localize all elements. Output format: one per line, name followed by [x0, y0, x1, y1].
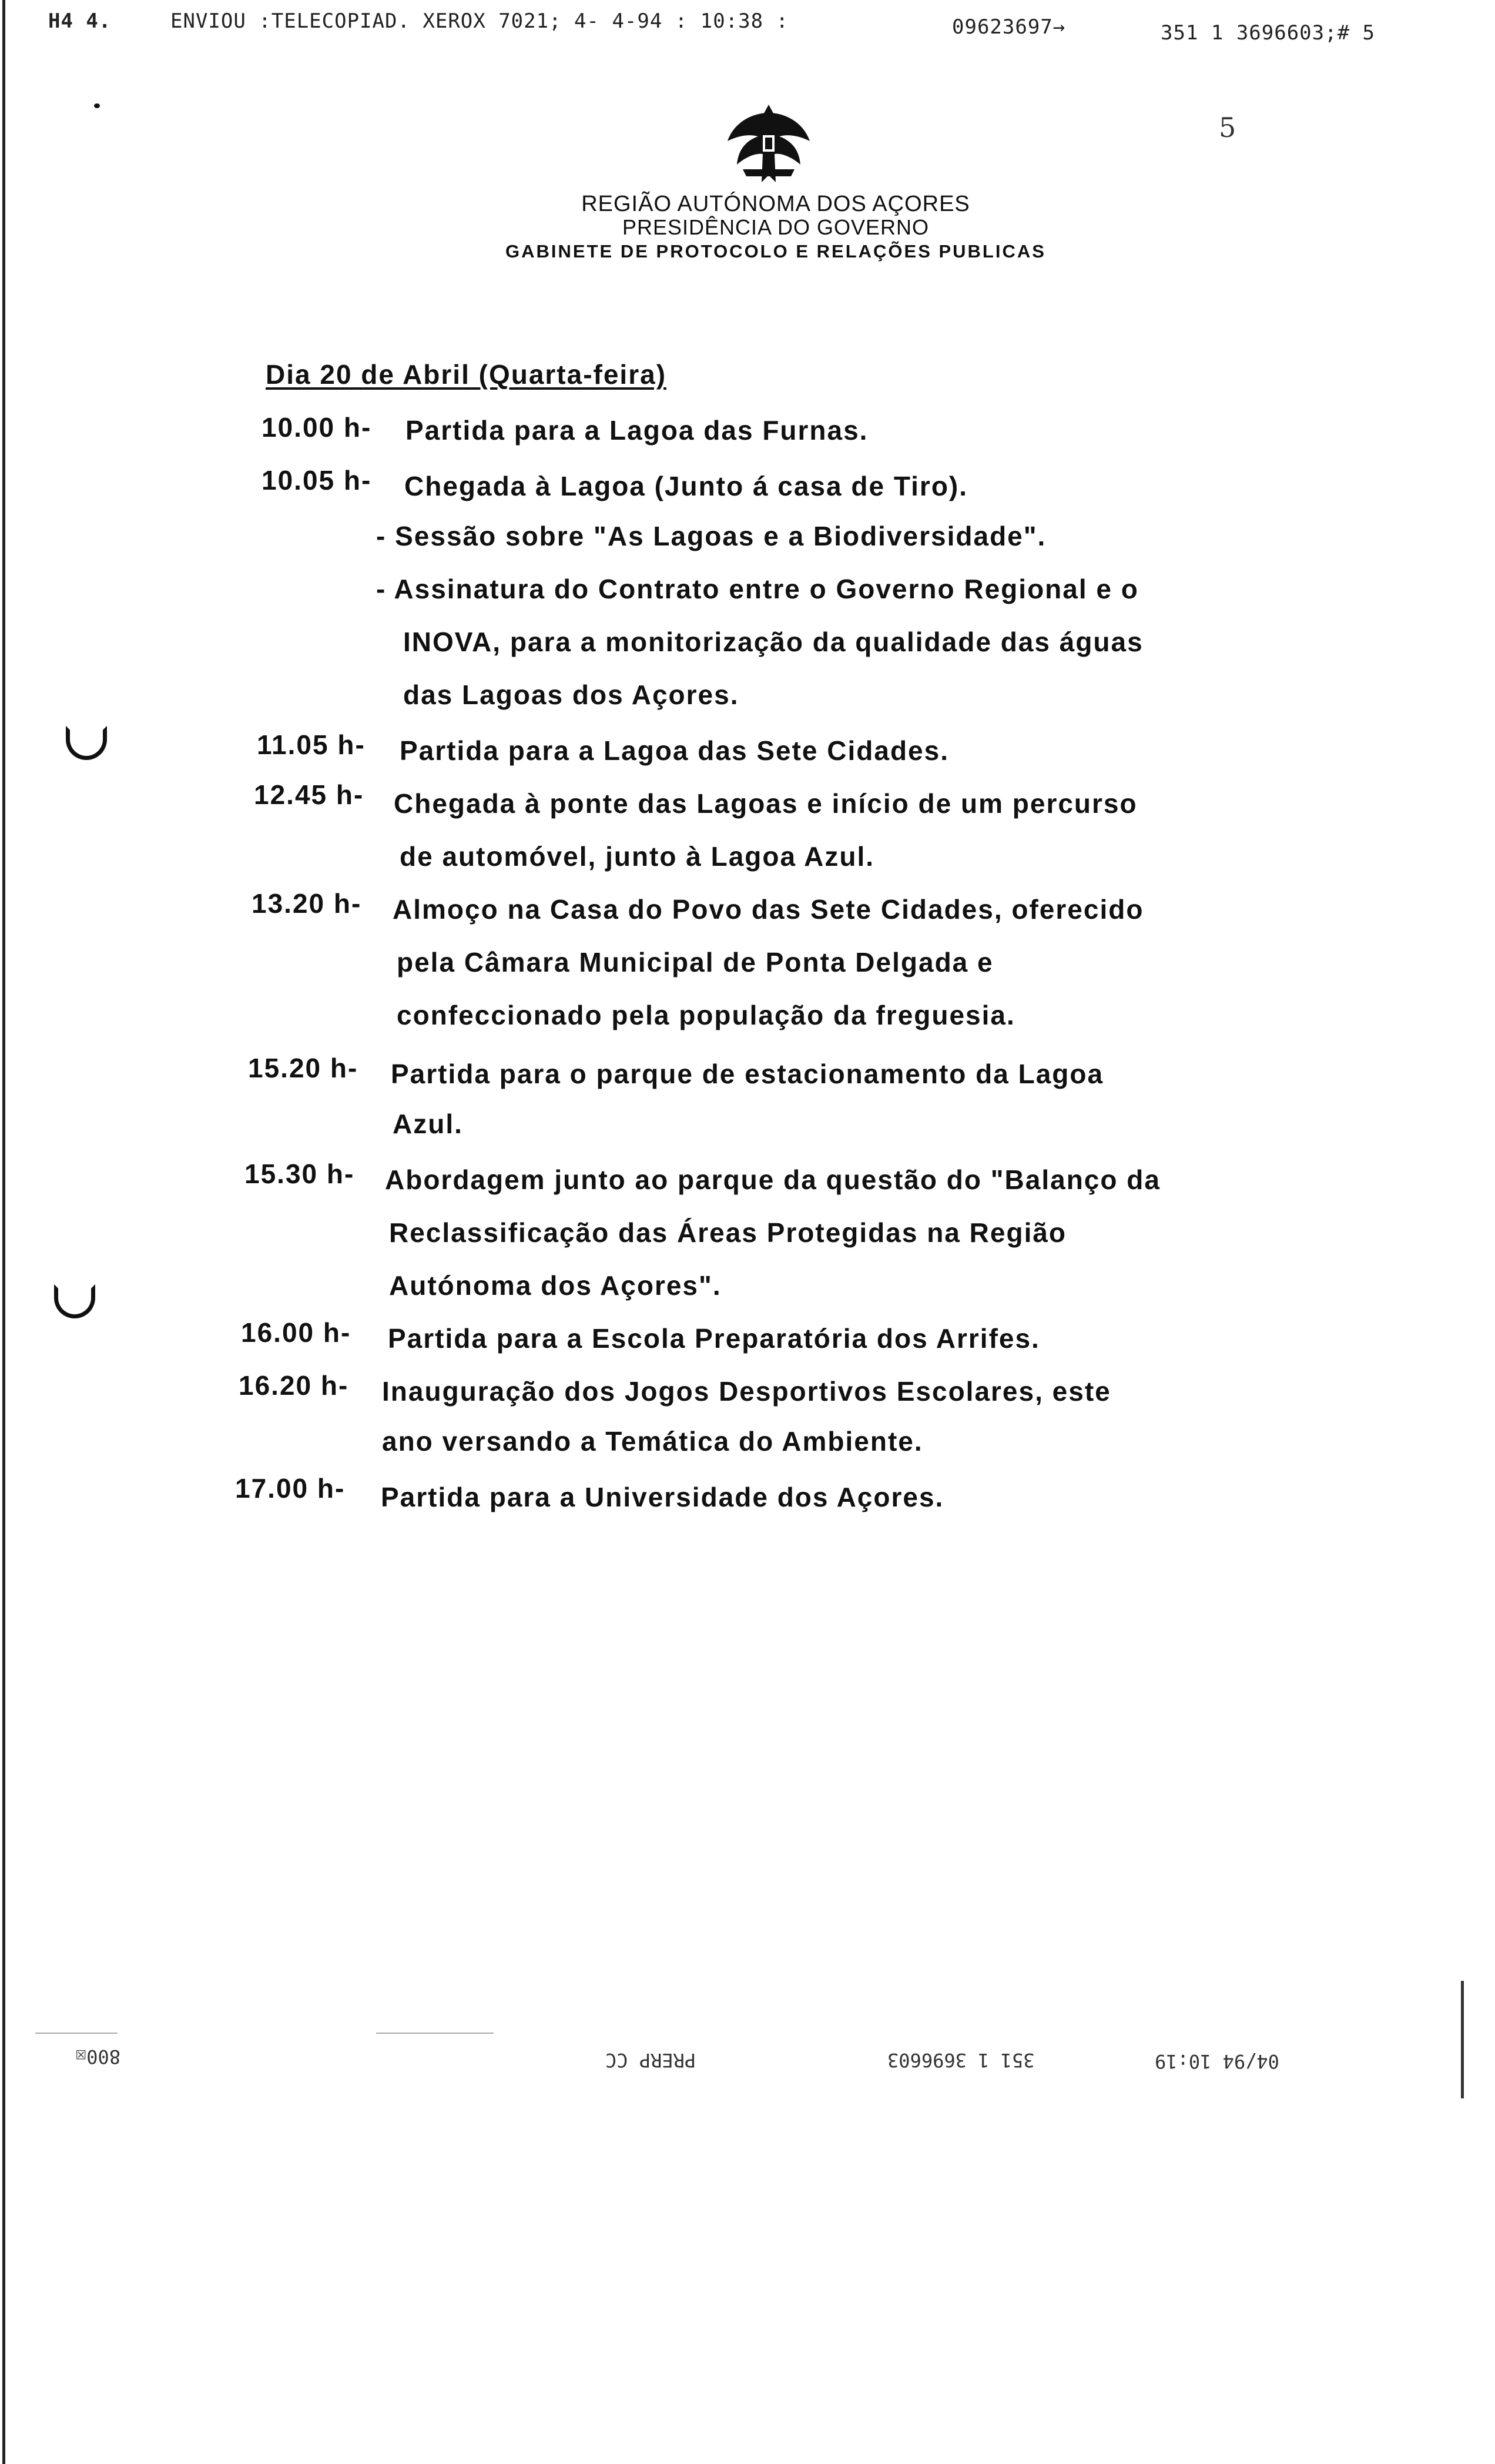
- schedule-text: Partida para a Lagoa das Furnas.: [405, 415, 869, 446]
- schedule-text: - Sessão sobre "As Lagoas e a Biodiversidade".: [376, 521, 1047, 551]
- right-scan-edge: [1461, 1981, 1464, 2098]
- schedule-time: 16.20 h-: [239, 1370, 349, 1401]
- schedule-time: 15.20 h-: [248, 1053, 358, 1083]
- footer-sender: PRERP CC: [605, 2049, 696, 2071]
- schedule-text: Inauguração dos Jogos Desportivos Escolares, este: [382, 1376, 1111, 1407]
- schedule-text: confeccionado pela população da freguesia.: [397, 1000, 1015, 1030]
- speck-mark: [94, 103, 100, 108]
- schedule-text: Autónoma dos Açores".: [389, 1270, 722, 1301]
- schedule-text: Chegada à ponte das Lagoas e início de um percurso: [394, 788, 1138, 819]
- schedule-time: 12.45 h-: [254, 779, 364, 810]
- schedule-time: 15.30 h-: [244, 1159, 355, 1189]
- punch-hole-mark: [54, 1284, 95, 1318]
- footer-divider: [35, 2033, 118, 2034]
- schedule-time: 10.05 h-: [262, 465, 372, 496]
- schedule-text: de automóvel, junto à Lagoa Azul.: [400, 841, 875, 872]
- footer-number: 351 1 3696603: [887, 2049, 1035, 2071]
- letterhead-region: REGIÃO AUTÓNOMA DOS AÇORES: [581, 192, 970, 216]
- left-scan-edge: [2, 0, 5, 2464]
- letterhead-office: GABINETE DE PROTOCOLO E RELAÇÕES PUBLICAS: [505, 241, 1046, 262]
- schedule-text: Reclassificação das Áreas Protegidas na Região: [389, 1217, 1067, 1248]
- letterhead-presidency: PRESIDÊNCIA DO GOVERNO: [622, 215, 930, 239]
- schedule-time: 16.00 h-: [241, 1317, 351, 1348]
- day-heading: Dia 20 de Abril (Quarta-feira): [266, 359, 667, 390]
- coat-of-arms-icon: [722, 100, 816, 188]
- schedule-text: INOVA, para a monitorização da qualidade das águas: [403, 627, 1144, 657]
- schedule-text: pela Câmara Municipal de Ponta Delgada e: [397, 947, 994, 977]
- schedule-text: Almoço na Casa do Povo das Sete Cidades, oferecido: [393, 894, 1144, 925]
- schedule-text: ano versando a Temática do Ambiente.: [382, 1426, 923, 1457]
- schedule-text: - Assinatura do Contrato entre o Governo Regional e o: [376, 574, 1139, 604]
- schedule-text: Partida para a Universidade dos Açores.: [381, 1482, 944, 1512]
- fax-transmission-header: [0, 6, 1495, 45]
- schedule-text: Azul.: [393, 1109, 463, 1139]
- fax-sender-number: 09623697→: [952, 15, 1066, 39]
- fax-transmission-footer: [0, 2045, 1495, 2075]
- schedule-text: Partida para a Lagoa das Sete Cidades.: [400, 735, 949, 766]
- footer-timestamp: 04/94 10:19: [1155, 2050, 1279, 2073]
- schedule-time: 10.00 h-: [262, 412, 372, 443]
- fax-header-text: ENVIOU :TELECOPIAD. XEROX 7021; 4- 4-94 : 10:38 :: [170, 9, 789, 33]
- schedule-text: das Lagoas dos Açores.: [403, 679, 739, 710]
- fax-mark: H4 4.: [48, 9, 112, 33]
- schedule-text: Partida para a Escola Preparatória dos Arrifes.: [388, 1323, 1040, 1354]
- punch-hole-mark: [66, 726, 107, 760]
- schedule-time: 13.20 h-: [252, 888, 362, 919]
- fax-recipient-number: 351 1 3696603;# 5: [1161, 21, 1375, 45]
- schedule-time: 17.00 h-: [235, 1473, 346, 1504]
- page-number: 5: [1219, 112, 1236, 143]
- schedule-text: Chegada à Lagoa (Junto á casa de Tiro).: [404, 471, 968, 501]
- schedule-time: 11.05 h-: [257, 729, 366, 760]
- footer-page-code: 800☒: [75, 2045, 121, 2068]
- footer-divider: [376, 2033, 494, 2034]
- schedule-text: Abordagem junto ao parque da questão do "Balanço da: [385, 1164, 1161, 1195]
- schedule-text: Partida para o parque de estacionamento da Lagoa: [391, 1059, 1104, 1089]
